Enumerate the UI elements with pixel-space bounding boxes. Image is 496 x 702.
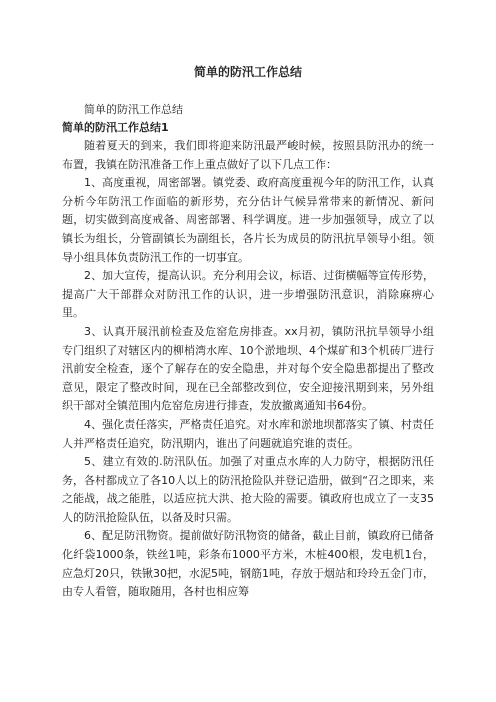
paragraph-intro: 随着夏天的到来，我们即将迎来防汛最严峻时候，按照县防汛办的统一布置，我镇在防汛准备工作上重点做好了以下几点工作： xyxy=(62,139,434,171)
paragraph-5: 5、建立有效的.防汛队伍。加强了对重点水库的人力防守，根据防汛任务，各村都成立了各10人以上的防汛抢险队并登记造册，做到“召之即来，来之能战，战之能胜，以适应抗大洪、抢大险的需要。镇政府也成立了一支35人的防汛抢险队伍，以备及时只需。 xyxy=(62,455,434,524)
paragraph-1: 1、高度重视，周密部署。镇党委、政府高度重视今年的防汛工作，认真分析今年防汛工作面临的新形势，充分估计气候异常带来的新情况、新问题，切实做到高度戒备、周密部署、科学调度。进一步加强领导，成立了以镇长为组长，分管副镇长为副组长，各片长为成员的防汛抗旱领导小组。领导小组具体负责防汛工作的一切事宜。 xyxy=(62,176,434,264)
paragraph-6: 6、配足防汛物资。提前做好防汛物资的储备，截止目前，镇政府已储备化纤袋1000条，铁丝1吨，彩条布1000平方米，木桩400根，发电机1台，应急灯20只，铁锹30把，水泥5吨，钢筋1吨，存放于烟站和玲玲五金门市，由专人看管，随取随用，各村也相应筹 xyxy=(62,529,434,599)
paragraph-4: 4、强化责任落实，严格责任追究。对水库和淤地坝都落实了镇、村责任人并严格责任追究，防汛期内，谁出了问题就追究谁的责任。 xyxy=(62,417,434,450)
document-title: 简单的防汛工作总结 xyxy=(193,65,302,79)
section-heading: 简单的防汛工作总结1 xyxy=(62,121,169,134)
paragraph-2: 2、加大宣传，提高认识。充分利用会议，标语、过街横幅等宣传形势，提高广大干部群众对防汛工作的认识，进一步增强防汛意识，消除麻痹心里。 xyxy=(62,269,434,320)
document-subtitle: 简单的防汛工作总结 xyxy=(84,103,183,116)
paragraph-3: 3、认真开展汛前检查及危窑危房排查。xx月初，镇防汛抗旱领导小组专门组织了对辖区内的柳梢湾水库、10个淤地坝、4个煤矿和3个机砖厂进行汛前安全检查，逐个了解存在的安全隐患，并对每个安全隐患都提出了整改意见，限定了整改时间，现在已全部整改到位，安全迎接汛期到来，另外组织干部对全镇范围内危窑危房进行排查，发放撤离通知书64份。 xyxy=(62,324,434,413)
